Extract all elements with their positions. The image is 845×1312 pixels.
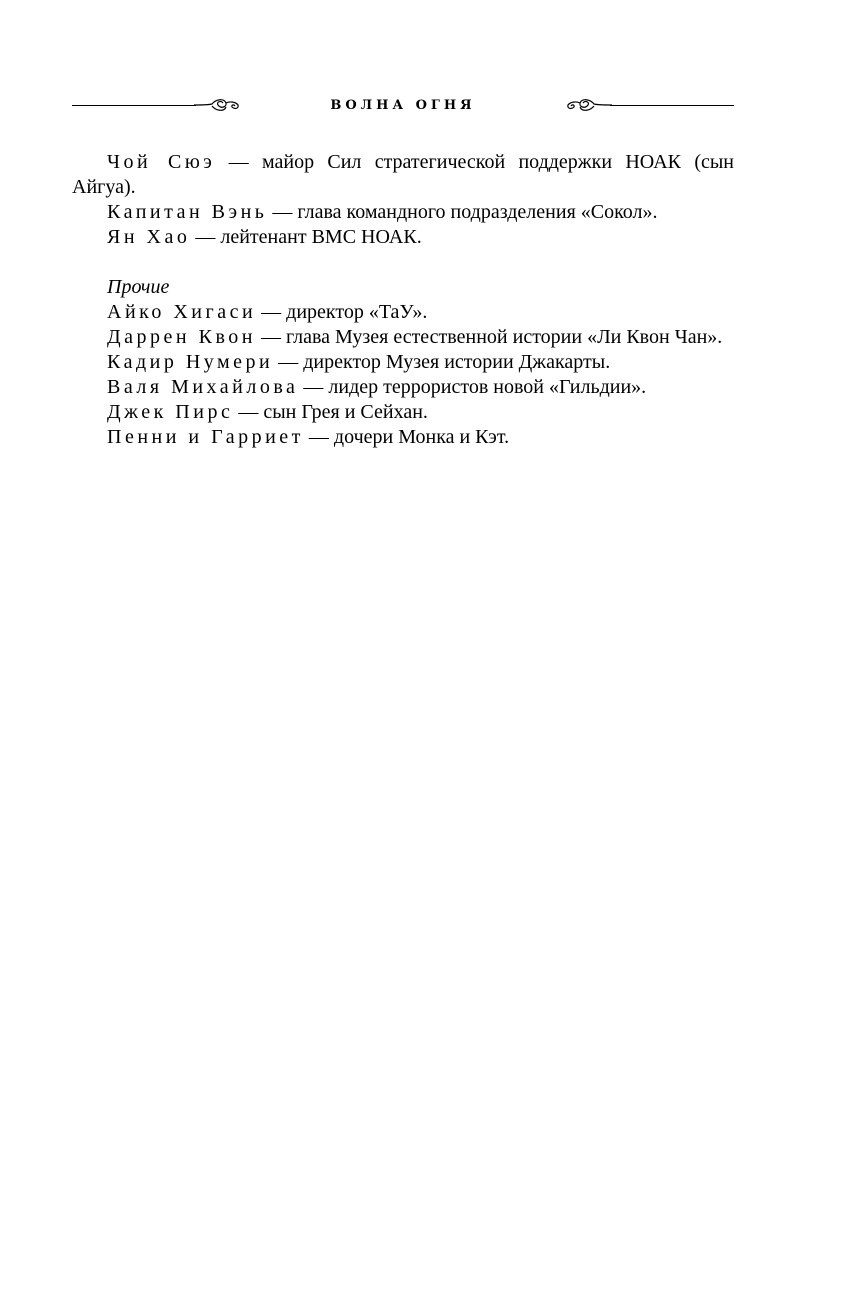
running-title: ВОЛНА ОГНЯ — [330, 98, 476, 113]
character-description: — глава командного подразделения «Сокол». — [267, 201, 658, 223]
character-name: Айко Хигаси — [107, 301, 257, 323]
character-description: — глава Музея естественной истории «Ли Квон Чан». — [255, 326, 723, 348]
header-rule-right — [610, 105, 734, 106]
page-body — [72, 150, 734, 450]
character-entry — [72, 200, 734, 225]
character-name: Капитан Вэнь — [107, 201, 268, 223]
character-description: — лидер террористов новой «Гильдии». — [298, 376, 647, 398]
character-entry — [72, 150, 734, 200]
character-name: Даррен Квон — [107, 326, 256, 348]
character-name: Валя Михайлова — [107, 376, 299, 398]
character-entry — [72, 425, 734, 450]
character-name: Ян Хао — [107, 226, 191, 248]
character-entry — [72, 375, 734, 400]
character-name: Чой Сюэ — [107, 151, 216, 173]
character-entry — [72, 350, 734, 375]
character-description: — лейтенант ВМС НОАК. — [190, 226, 422, 248]
character-description: — директор Музея истории Джакарты. — [273, 351, 611, 373]
character-description: — сын Грея и Сейхан. — [233, 401, 428, 423]
character-entry — [72, 300, 734, 325]
character-entry — [72, 325, 734, 350]
character-description: — директор «ТаУ». — [256, 301, 428, 323]
character-entry — [72, 400, 734, 425]
character-entry — [72, 225, 734, 250]
character-description: — дочери Монка и Кэт. — [303, 426, 510, 448]
running-header — [72, 88, 734, 122]
character-name: Пенни и Гарриет — [107, 426, 304, 448]
character-name: Джек Пирс — [107, 401, 234, 423]
flourish-ornament-right-icon — [564, 93, 612, 117]
section-title-others: Прочие — [107, 276, 170, 298]
character-name: Кадир Нумери — [107, 351, 274, 373]
character-description: — майор Сил стратегической поддержки НОАК (сын Айгуа). — [72, 151, 734, 198]
